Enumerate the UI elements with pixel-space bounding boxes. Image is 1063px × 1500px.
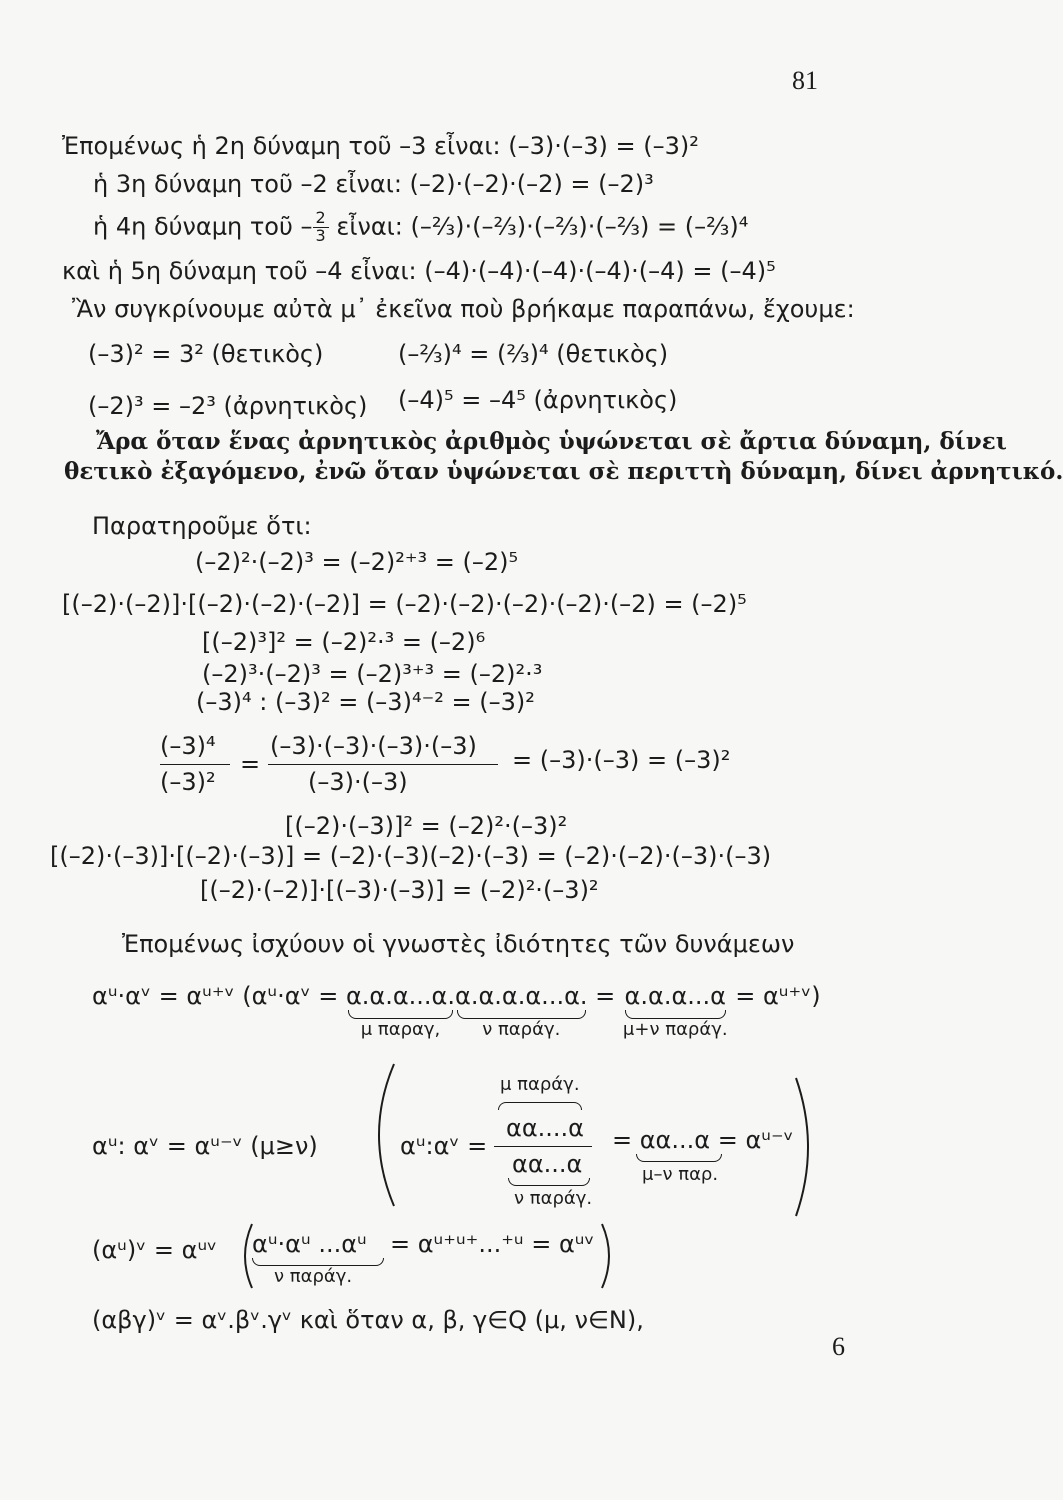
property-1 bbox=[92, 982, 821, 1040]
fraction-bar bbox=[494, 1146, 592, 1147]
page-number: 81 bbox=[792, 66, 818, 95]
underbrace-icon bbox=[348, 1010, 453, 1019]
property-3-label: ν παράγ. bbox=[274, 1266, 353, 1287]
observe-eq-8: [(–2)·(–3)]·[(–2)·(–3)] = (–2)·(–3)(–2)·(–3) = (–2)·(–2)·(–3)·(–3) bbox=[50, 842, 772, 870]
observe-eq-7: [(–2)·(–3)]² = (–2)²·(–3)² bbox=[285, 812, 568, 840]
observe-eq-9: [(–2)·(–2)]·[(–3)·(–3)] = (–2)²·(–3)² bbox=[200, 876, 599, 904]
group-3-expr: α.α.α...α bbox=[624, 982, 726, 1010]
property-1-eq: = bbox=[595, 982, 616, 1010]
compare-1-right: (–⅔)⁴ = (⅔)⁴ (θετικὸς) bbox=[398, 340, 669, 368]
group-2-expr: α.α.α.α...α. bbox=[455, 982, 588, 1010]
observe-eq-6-lhs-num: (–3)⁴ bbox=[160, 732, 216, 760]
property-2-den: αα...α bbox=[512, 1150, 583, 1178]
property-3-lhs: (αᵘ)ᵛ = αᵘᵛ bbox=[92, 1236, 218, 1264]
observe-intro: Παρατηροῦμε ὅτι: bbox=[92, 512, 312, 540]
compare-2-left: (–2)³ = –2³ (ἀρνητικὸς) bbox=[88, 392, 368, 420]
overbrace-icon bbox=[498, 1102, 582, 1110]
fraction-bar bbox=[160, 764, 230, 765]
property-1-lhs: αᵘ·αᵛ = αᵘ⁺ᵛ bbox=[92, 982, 235, 1010]
power-line-3 bbox=[93, 210, 748, 245]
property-2-result-label: μ–ν παρ. bbox=[642, 1164, 719, 1185]
observe-eq-6-mid-num: (–3)·(–3)·(–3)·(–3) bbox=[270, 732, 477, 760]
observe-eq-2: [(–2)·(–2)]·[(–2)·(–2)·(–2)] = (–2)·(–2)·(–2)·(–2)·(–2) = (–2)⁵ bbox=[62, 590, 747, 618]
observe-eq-6-lhs-den: (–3)² bbox=[160, 768, 216, 796]
observe-eq-3: [(–2)³]² = (–2)²·³ = (–2)⁶ bbox=[202, 628, 486, 656]
property-2-num-label: μ παράγ. bbox=[500, 1074, 580, 1095]
observe-eq-6-rhs: = (–3)·(–3) = (–3)² bbox=[512, 746, 731, 774]
observe-eq-5: (–3)⁴ : (–3)² = (–3)⁴⁻² = (–3)² bbox=[196, 688, 535, 716]
power-line-3-prefix: ἡ 4η δύναμη τοῦ – bbox=[93, 212, 313, 241]
power-line-1: Ἐπομένως ἡ 2η δύναμη τοῦ –3 εἶναι: (–3)·(–3) = (–3)² bbox=[62, 132, 699, 160]
property-3-rhs: = αᵘ⁺ᵘ⁺...⁺ᵘ = αᵘᵛ bbox=[390, 1230, 595, 1258]
rule-line-1: Ἄρα ὅταν ἕνας ἀρνητικὸς ἀριθμὸς ὑψώνεται σὲ ἄρτια δύναμη, δίνει bbox=[96, 428, 1007, 455]
property-3-inner: αᵘ·αᵘ ...αᵘ bbox=[252, 1230, 367, 1258]
property-2-num: αα....α bbox=[506, 1114, 584, 1142]
right-paren-icon bbox=[598, 1222, 618, 1290]
equals-sign: = bbox=[240, 750, 261, 778]
rule-line-2: θετικὸ ἐξαγόμενο, ἐνῶ ὅταν ὑψώνεται σὲ περιττὴ δύναμη, δίνει ἀρνητικό. bbox=[64, 458, 1063, 485]
left-paren-icon bbox=[360, 1060, 400, 1210]
underbrace-icon bbox=[625, 1010, 726, 1019]
property-4: (αβγ)ᵛ = αᵛ.βᵛ.γᵛ καὶ ὅταν α, β, γ∈Q (μ, ν∈N), bbox=[92, 1306, 644, 1334]
property-2-result: = αα...α = αᵘ⁻ᵛ bbox=[612, 1126, 794, 1154]
property-1-open: (αᵘ·αᵛ = bbox=[242, 982, 339, 1010]
underbrace-group-2 bbox=[455, 982, 588, 1040]
fraction-denominator: 3 bbox=[315, 225, 326, 245]
observe-eq-4: (–2)³·(–2)³ = (–2)³⁺³ = (–2)²·³ bbox=[202, 660, 543, 688]
underbrace-group-3 bbox=[623, 982, 728, 1040]
properties-intro: Ἐπομένως ἰσχύουν οἱ γνωστὲς ἰδιότητες τῶν δυνάμεων bbox=[122, 930, 795, 958]
underbrace-icon bbox=[508, 1178, 590, 1186]
power-line-4: καὶ ἡ 5η δύναμη τοῦ –4 εἶναι: (–4)·(–4)·(–4)·(–4)·(–4) = (–4)⁵ bbox=[62, 257, 776, 285]
right-paren-icon bbox=[792, 1074, 822, 1220]
property-2-lhs: αᵘ: αᵛ = αᵘ⁻ᵛ (μ≥ν) bbox=[92, 1132, 318, 1160]
power-line-2: ἡ 3η δύναμη τοῦ –2 εἶναι: (–2)·(–2)·(–2) = (–2)³ bbox=[93, 170, 654, 198]
compare-1-left: (–3)² = 3² (θετικὸς) bbox=[88, 340, 324, 368]
fraction-two-thirds bbox=[313, 210, 329, 245]
fraction-bar bbox=[268, 764, 498, 765]
group-3-label: μ+ν παράγ. bbox=[622, 1019, 728, 1040]
power-line-3-mid: εἶναι: bbox=[336, 212, 403, 241]
group-2-label: ν παράγ. bbox=[482, 1019, 561, 1040]
compare-2-right: (–4)⁵ = –4⁵ (ἀρνητικὸς) bbox=[398, 386, 678, 414]
observe-eq-1: (–2)²·(–2)³ = (–2)²⁺³ = (–2)⁵ bbox=[195, 548, 519, 576]
underbrace-icon bbox=[252, 1258, 384, 1266]
group-1-expr: α.α.α...α. bbox=[345, 982, 456, 1010]
compare-sentence: Ἂν συγκρίνουμε αὐτὰ μ᾽ ἐκεῖνα ποὺ βρήκαμε παραπάνω, ἔχουμε: bbox=[72, 295, 855, 323]
observe-eq-6-mid-den: (–3)·(–3) bbox=[308, 768, 408, 796]
underbrace-group-1 bbox=[346, 982, 455, 1040]
underbrace-icon bbox=[636, 1154, 722, 1162]
power-line-3-rhs: (–⅔)·(–⅔)·(–⅔)·(–⅔) = (–⅔)⁴ bbox=[410, 212, 749, 241]
fraction-numerator: 2 bbox=[313, 210, 329, 228]
property-2-den-label: ν παράγ. bbox=[514, 1188, 593, 1209]
property-2-inner: αᵘ:αᵛ = bbox=[400, 1132, 488, 1160]
group-1-label: μ παραγ, bbox=[360, 1019, 441, 1040]
margin-mark: 6 bbox=[832, 1332, 845, 1361]
underbrace-icon bbox=[457, 1010, 586, 1019]
property-1-close: = αᵘ⁺ᵛ) bbox=[735, 982, 821, 1010]
